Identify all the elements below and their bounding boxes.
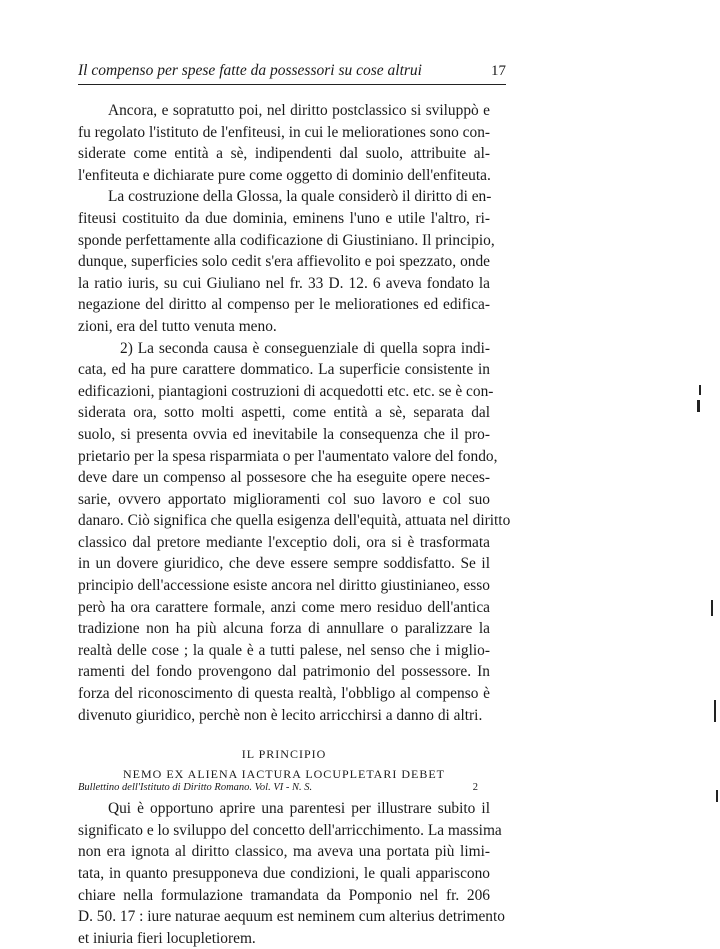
text-line: tradizione non ha più alcuna forza di annullare o paralizzare la — [78, 620, 490, 638]
text-line: prietario per la spesa risparmiata o per l'aumentato valore del fondo, — [78, 447, 498, 465]
scan-speck — [697, 400, 700, 412]
text-line: fiteusi costituito da due dominia, eminens l'uno e utile l'altro, ri- — [78, 209, 490, 227]
text-line: fu regolato l'istituto de l'enfiteusi, in cui le meliorationes sono con- — [78, 123, 491, 141]
scan-speck — [711, 600, 713, 616]
text-line: D. 50. 17 : iure naturae aequum est neminem cum alterius detrimento — [78, 908, 505, 926]
paragraphs-top — [78, 100, 511, 726]
text-line: siderata ora, sotto molti aspetti, come entità a sè, separata dal — [78, 404, 490, 422]
text-line: sarie, ovvero apportato miglioramenti col suo lavoro e col suo — [78, 490, 490, 508]
scan-speck — [699, 385, 701, 395]
text-line: realtà delle cose ; la quale è a tutti palese, nel senso che i miglio- — [78, 641, 490, 659]
text-line: sponde perfettamente alla codificazione di Giustiniano. Il principio, — [78, 231, 495, 249]
text-line: classico dal pretore mediante l'exceptio doli, ora si è trasformata — [78, 533, 490, 551]
scan-speck — [714, 700, 716, 722]
section-subheading: NEMO EX ALIENA IACTURA LOCUPLETARI DEBET — [122, 767, 446, 782]
text-line: negazione del diritto al compenso per le meliorationes ed edifica- — [78, 296, 490, 314]
text-line: Qui è opportuno aprire una parentesi per illustrare subito il — [108, 800, 490, 818]
page-footer — [78, 782, 490, 793]
text-line: dunque, superficies solo cedit s'era affievolito e poi spezzato, onde — [78, 253, 490, 271]
text-line: principio dell'accessione esiste ancora nel diritto giustinianeo, esso — [78, 577, 490, 595]
section-heading-block — [78, 744, 490, 784]
journal-citation: Bullettino dell'Istituto di Diritto Romano. Vol. VI - N. S. — [78, 782, 313, 793]
scan-speck — [716, 790, 718, 802]
text-line: non era ignota al diritto classico, ma aveva una portata più limi- — [78, 843, 490, 861]
text-line: l'enfiteuta e dichiarate pure come oggetto di dominio dell'enfiteuta. — [78, 166, 491, 184]
text-line: cata, ed ha pure carattere dommatico. La superficie consistente in — [78, 361, 490, 379]
paragraphs-bottom — [78, 798, 505, 949]
text-line: in un dovere giuridico, che deve essere sempre soddisfatto. Se il — [78, 555, 490, 573]
text-line: ramenti del fondo provengono dal patrimonio del possessore. In — [78, 663, 490, 681]
text-line: Ancora, e sopratutto poi, nel diritto postclassico si sviluppò e — [108, 102, 490, 119]
running-header — [78, 62, 506, 85]
text-line: danaro. Ciò significa che quella esigenza dell'equità, attuata nel diritto — [78, 512, 511, 530]
text-line: significato e lo sviluppo del concetto dell'arricchimento. La massima — [78, 821, 502, 839]
text-line: suolo, si presenta ovvia ed inevitabile la consequenza che il pro- — [78, 425, 490, 443]
text-line: la ratio iuris, su cui Giuliano nel fr. 33 D. 12. 6 aveva fondato la — [78, 274, 490, 292]
page-body — [78, 100, 511, 949]
running-title: Il compenso per spese fatte da possessori su cose altrui — [78, 62, 422, 79]
text-line: però ha ora carattere formale, anzi come mero residuo dell'antica — [78, 598, 490, 616]
text-line: edificazioni, piantagioni costruzioni di acquedotti etc. etc. se è con- — [78, 382, 494, 400]
text-line: tata, in quanto presupponeva due condizioni, le quali appariscono — [78, 865, 490, 882]
section-heading: IL PRINCIPIO — [241, 747, 327, 762]
text-line: zioni, era del tutto venuta meno. — [78, 317, 277, 335]
page-number: 17 — [491, 63, 506, 79]
text-line: siderate come entità a sè, indipendenti dal suolo, attribuite al- — [78, 145, 490, 163]
signature-mark: 2 — [472, 782, 478, 793]
text-line: et iniuria fieri locupletiorem. — [78, 929, 256, 947]
text-line: La costruzione della Glossa, la quale considerò il diritto di en- — [108, 188, 492, 206]
text-line: forza del riconoscimento di questa realtà, l'obbligo al compenso è — [78, 685, 490, 703]
text-line: deve dare un compenso al possesore che ha eseguite opere neces- — [78, 469, 490, 487]
text-line: 2) La seconda causa è conseguenziale di quella sopra indi- — [120, 339, 490, 357]
text-line: chiare nella formulazione tramandata da Pomponio nel fr. 206 — [78, 886, 490, 904]
text-line: divenuto giuridico, perchè non è lecito arricchirsi a danno di altri. — [78, 706, 483, 724]
